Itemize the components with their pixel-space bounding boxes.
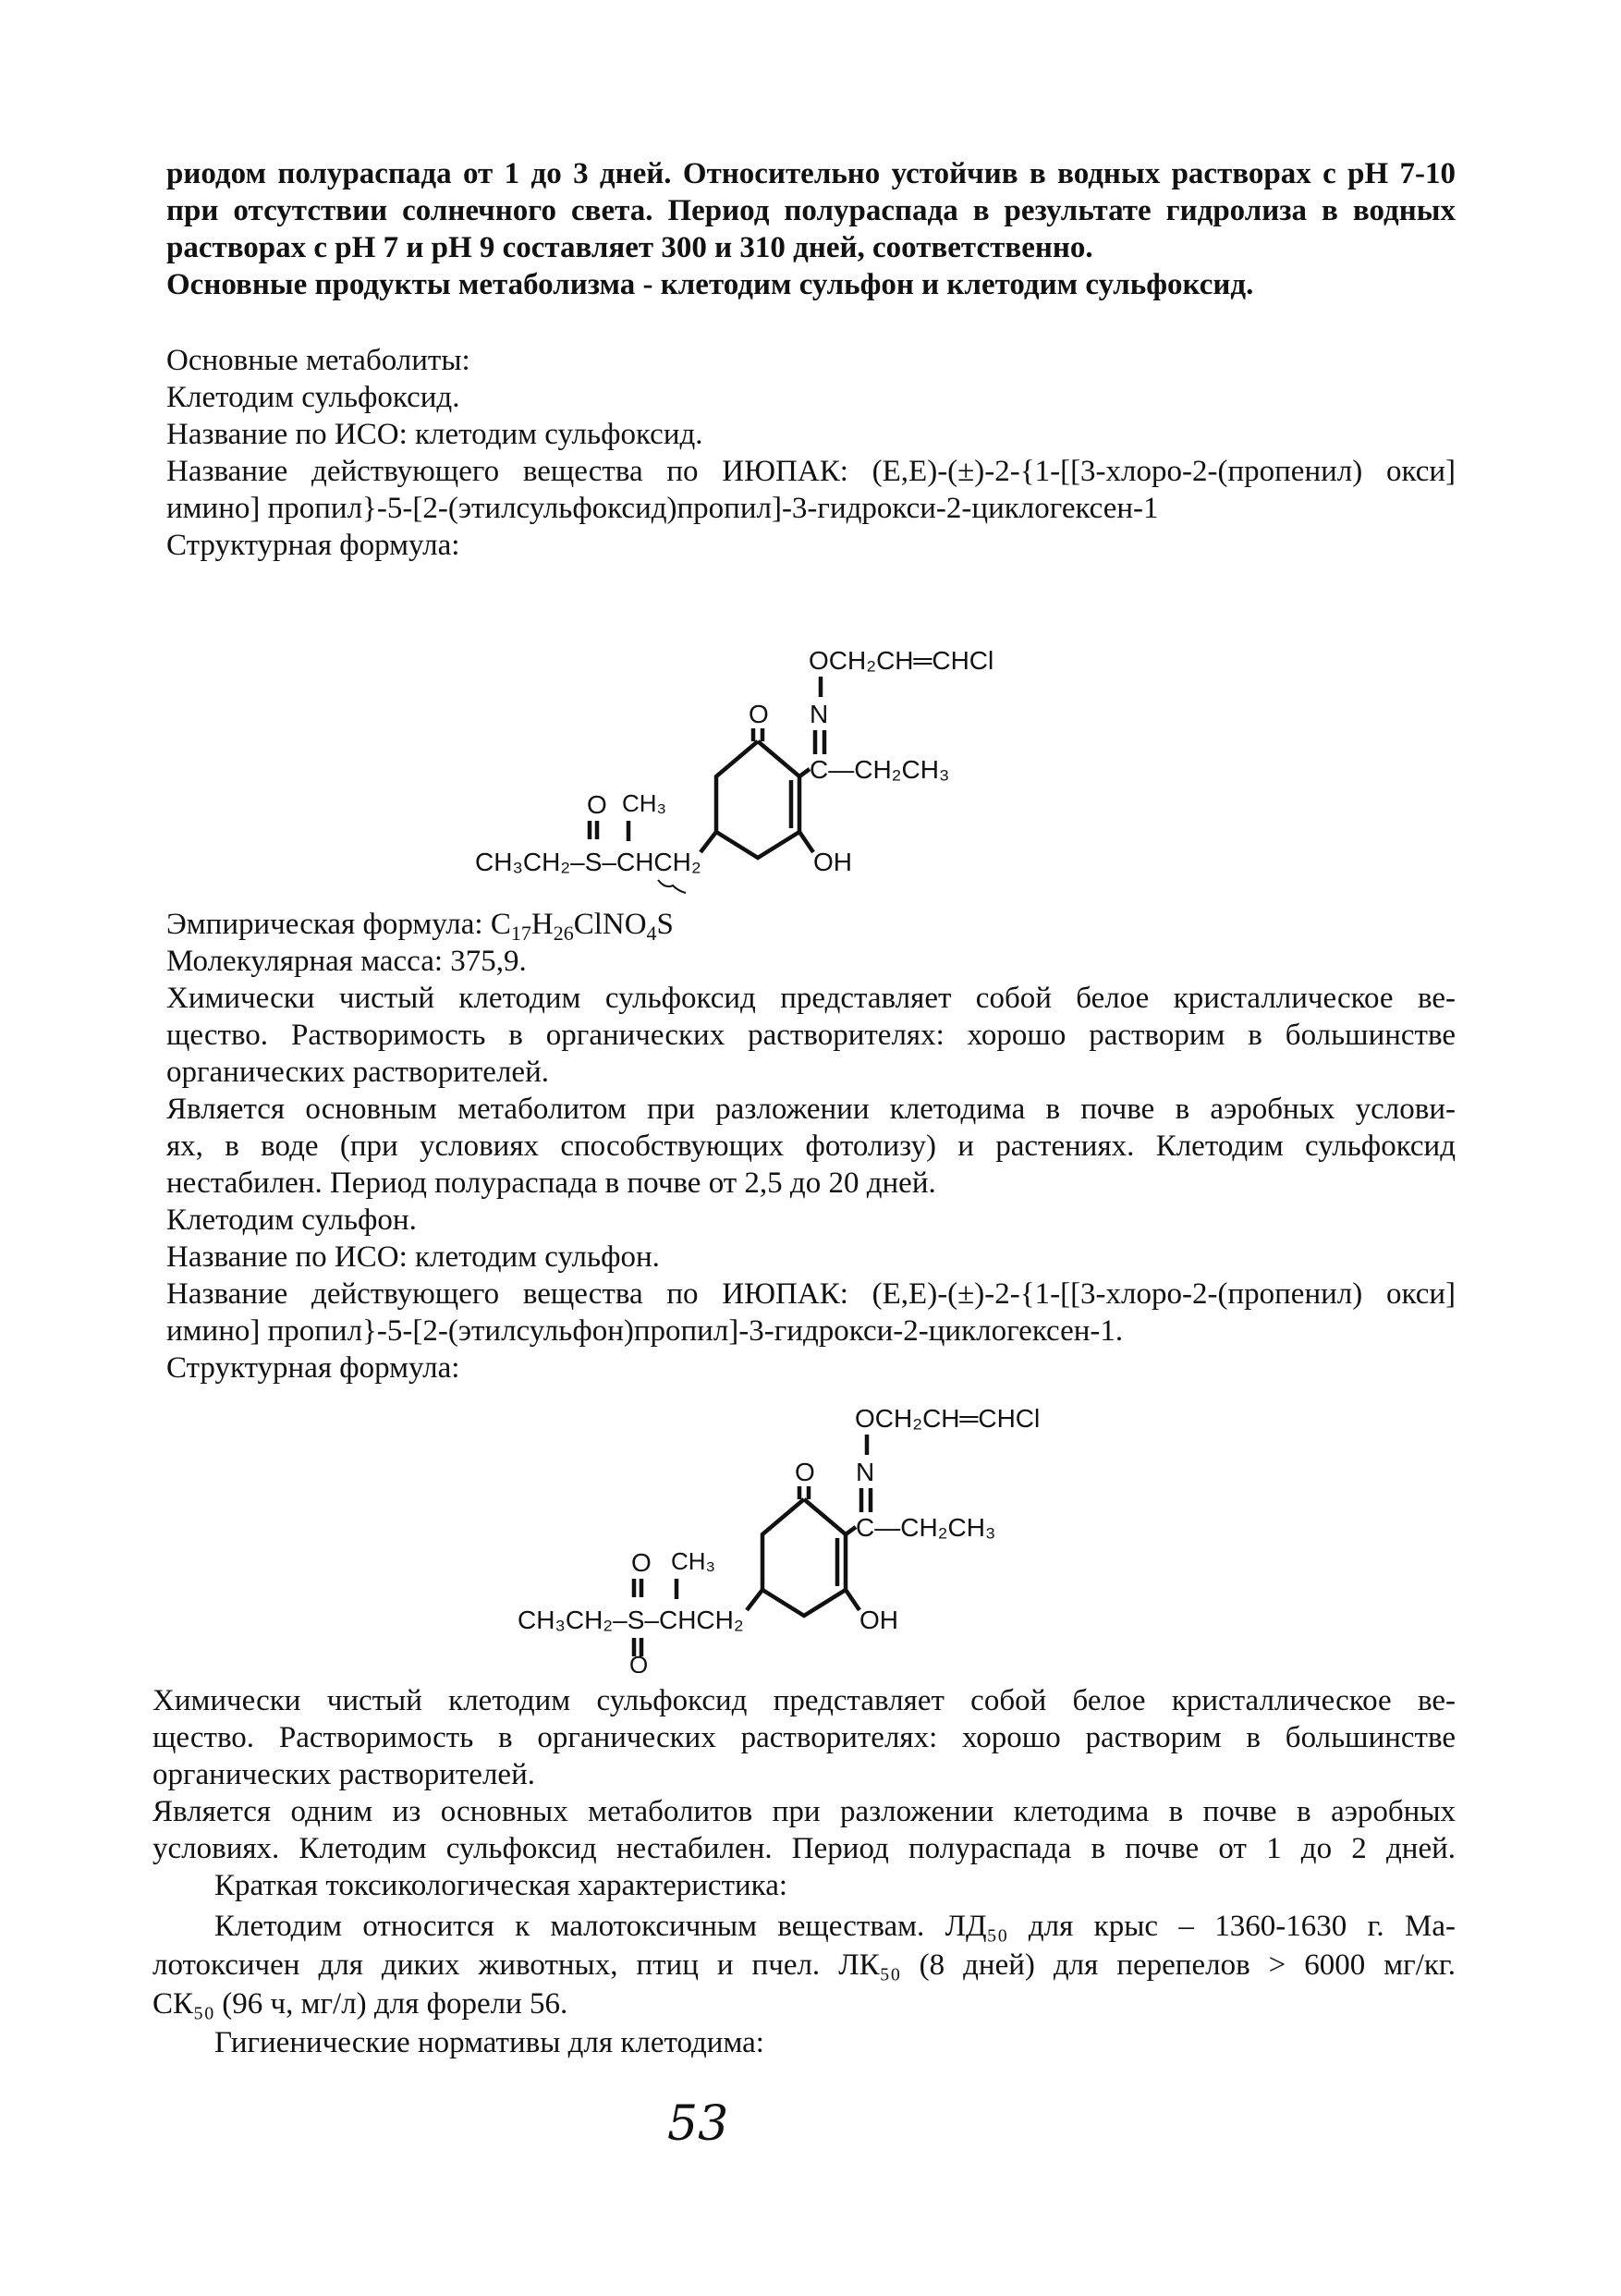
sulfonyl-o-bottom-label: O: [629, 1651, 649, 1673]
text-line: щество. Растворимость в органических растворителях: хорошо растворим в большинстве: [152, 1721, 1456, 1754]
page-number: 53: [667, 2096, 729, 2152]
iso-name: Название по ИСО: клетодим сульфон.: [166, 1240, 660, 1274]
methyl-label: CH₃: [622, 789, 667, 817]
structural-formula-sulfoxide: [444, 638, 1072, 915]
imine-n-label: N: [856, 1458, 875, 1486]
hygiene-heading: Гигиенические нормативы для клетодима:: [214, 2026, 764, 2059]
metabolite-name: Клетодим сульфон.: [166, 1203, 417, 1237]
text-line: нестабилен. Период полураспада в почве от 2,5 до 20 дней.: [166, 1166, 936, 1200]
hydroxyl-label: OH: [859, 1606, 898, 1634]
ketone-o-label: O: [749, 700, 769, 728]
oxyimino-label: OCH₂CH═CHCl: [809, 646, 994, 675]
structural-formula-label: Структурная формула:: [166, 529, 460, 562]
oxyimino-label: OCH₂CH═CHCl: [855, 1404, 1041, 1433]
text-line: при отсутствии солнечного света. Период полураспада в результате гидролиза в водных: [166, 194, 1456, 227]
iupac-name-line: имино] пропил}-5-[2-(этилсульфон)пропил]-3-гидрокси-2-циклогексен-1.: [166, 1314, 1124, 1348]
toxicology-line: лотоксичен для диких животных, птиц и пчел. ЛК₅₀ (8 дней) для перепелов > 6000 мг/кг.: [152, 1948, 1456, 1982]
structural-formula-label: Структурная формула:: [166, 1351, 460, 1385]
formula-text: Эмпирическая формула: C: [166, 908, 511, 941]
iupac-name-line: имино] пропил}-5-[2-(этилсульфоксид)пропил]-3-гидрокси-2-циклогексен-1: [166, 492, 1159, 525]
side-chain-label: CH₃CH₂–S–CHCH₂: [475, 848, 701, 876]
side-chain-label: CH₃CH₂–S–CHCH₂: [518, 1606, 744, 1634]
toxicology-line: СК₅₀ (96 ч, мг/л) для форели 56.: [152, 1987, 568, 2021]
text-line: риодом полураспада от 1 до 3 дней. Относительно устойчив в водных растворах с рН 7-10: [166, 157, 1456, 190]
ethyl-label: C—CH₂CH₃: [810, 755, 950, 784]
hydroxyl-label: OH: [813, 848, 852, 876]
imine-n-label: N: [810, 700, 829, 728]
ketone-o-label: O: [795, 1458, 815, 1486]
text-line: ях, в воде (при условиях способствующих фотолизу) и растениях. Клетодим сульфоксид: [166, 1130, 1456, 1163]
toxicology-heading: Краткая токсикологическая характеристика:: [214, 1869, 788, 1902]
text-line: Химически чистый клетодим сульфоксид представляет собой белое кристаллическое ве-: [152, 1684, 1456, 1717]
sulfinyl-o-label: O: [587, 790, 607, 819]
iupac-name-line: Название действующего вещества по ИЮПАК: (Е,Е)-(±)-2-{1-[[3-хлоро-2-(пропенил) окси]: [166, 1277, 1456, 1311]
section-heading: Основные метаболиты:: [166, 344, 470, 377]
text-line: органических растворителей.: [166, 1056, 549, 1089]
text-line: органических растворителей.: [152, 1758, 535, 1791]
empirical-formula: Эмпирическая формула: $C_{17}H_{26}ClNO_4S$: [166, 908, 674, 945]
methyl-label: CH₃: [671, 1547, 716, 1575]
metabolite-name: Клетодим сульфоксид.: [166, 381, 460, 414]
text-line: растворах с рН 7 и рН 9 составляет 300 и 310 дней, соответственно.: [166, 231, 1093, 264]
ethyl-label: C—CH₂CH₃: [856, 1513, 996, 1542]
text-line: Является одним из основных метаболитов при разложении клетодима в почве в аэробных: [152, 1795, 1456, 1828]
text-line: Основные продукты метаболизма - клетодим сульфон и клетодим сульфоксид.: [166, 268, 1254, 301]
text-line: Химически чистый клетодим сульфоксид представляет собой белое кристаллическое ве-: [166, 982, 1456, 1015]
text-line: щество. Растворимость в органических растворителях: хорошо растворим в большинстве: [166, 1019, 1456, 1052]
structural-formula-sulfone: [481, 1396, 1109, 1673]
toxicology-line: Клетодим относится к малотоксичным веществам. ЛД₅₀ для крыс – 1360-1630 г. Ма-: [214, 1910, 1456, 1943]
iso-name: Название по ИСО: клетодим сульфоксид.: [166, 418, 703, 451]
text-line: условиях. Клетодим сульфоксид нестабилен. Период полураспада в почве от 1 до 2 дней.: [152, 1832, 1456, 1865]
iupac-name-line: Название действующего вещества по ИЮПАК: (Е,Е)-(±)-2-{1-[[3-хлоро-2-(пропенил) окси]: [166, 455, 1456, 488]
text-line: Является основным метаболитом при разложении клетодима в почве в аэробных услови-: [166, 1093, 1456, 1126]
molecular-mass: Молекулярная масса: 375,9.: [166, 945, 527, 978]
sulfonyl-o-top-label: O: [631, 1548, 652, 1577]
